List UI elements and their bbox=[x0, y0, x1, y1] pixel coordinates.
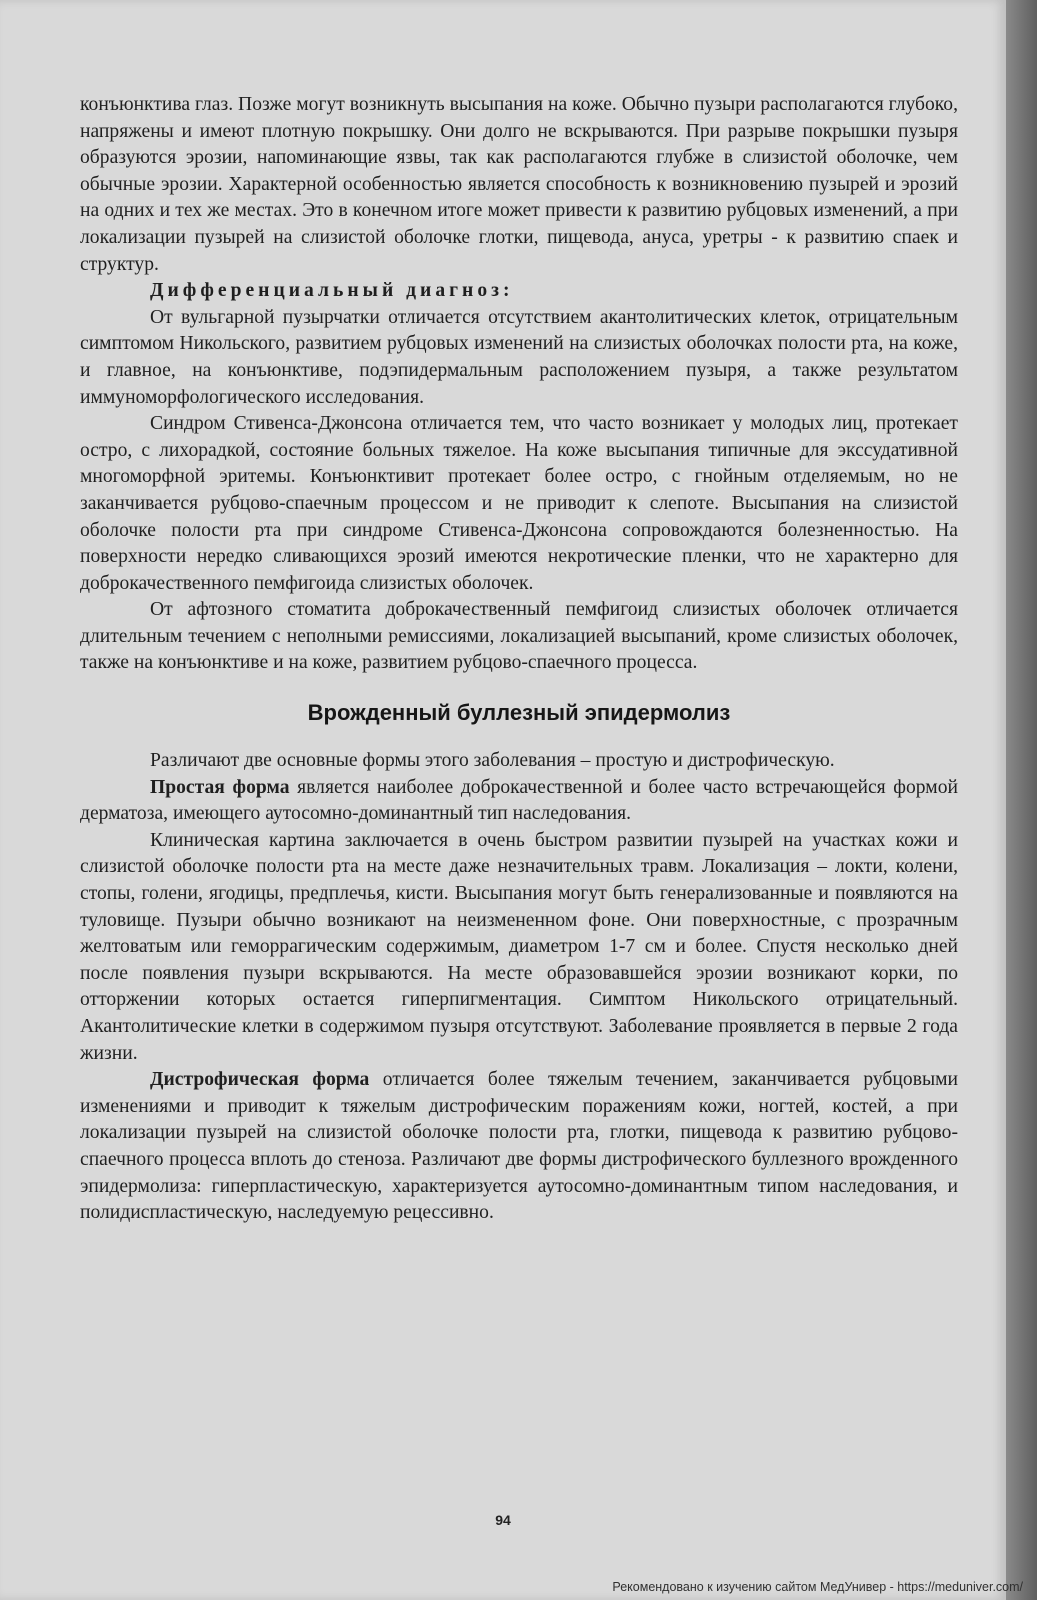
dystrophic-form-term: Дистрофическая форма bbox=[150, 1069, 370, 1091]
scan-edge-shadow bbox=[1006, 0, 1037, 1600]
paragraph-clinical-picture: Клиническая картина заключается в очень быстром развитии пузырей на участках кожи и слизистой оболочке полости рта на месте даже незначительных травм. Локализация – локти, колени, стопы, голени, ягодицы, предплечья, кисти. Высыпания могут быть генерализованные и появляются на туловище. Пузыри обычно возникают на неизмененном фоне. Они поверхностные, с прозрачным желтоватым или геморрагическим содержимым, диаметром 1-7 см и более. Спустя несколько дней после появления пузыри вскрываются. На месте образовавшейся эрозии возникают корки, по отторжении которых остается гиперпигментация. Симптом Никольского отрицательный. Акантолитические клетки в содержимом пузыря отсутствуют. Заболевание проявляется в первые 2 года жизни. bbox=[80, 829, 958, 1064]
paragraph-vulgar-pemphigus: От вульгарной пузырчатки отличается отсутствием акантолитических клеток, отрицательным симптомом Никольского, развитием рубцовых изменений на слизистых оболочках полости рта, на коже, и главное, на конъюнктиве, подэпидермальным расположением пузыря, а также результатом иммуноморфологического исследования. bbox=[80, 306, 958, 408]
dystrophic-form-text: отличается более тяжелым течением, заканчивается рубцовыми изменениями и приводит к тяжелым дистрофическим поражениям кожи, ногтей, костей, а при локализации пузырей на слизистой оболочке полости рта, глотки, пищевода к развитию рубцово-спаечного процесса вплоть до стеноза. Различают две формы дистрофического буллезного врожденного эпидермолиза: гиперпластическую, характеризуется аутосомно-доминантным типом наследования, и полидиспластическую, наследуемую рецессивно. bbox=[80, 1069, 958, 1224]
paragraph-aphthous-stomatitis: От афтозного стоматита доброкачественный пемфигоид слизистых оболочек отличается длительным течением с неполными ремиссиями, локализацией высыпаний, кроме слизистых оболочек, также на конъюнктиве и на коже, развитием рубцово-спаечного процесса. bbox=[80, 599, 958, 674]
simple-form-term: Простая форма bbox=[150, 776, 290, 798]
page-number: 94 bbox=[495, 1512, 511, 1528]
paragraph-section-intro: Различают две основные формы этого заболевания – простую и дистрофическую. bbox=[150, 750, 835, 772]
simple-form-text: является наиболее доброкачественной и более часто встречающейся формой дерматоза, имеющего аутосомно-доминантный тип наследования. bbox=[80, 776, 958, 825]
page-content bbox=[80, 92, 958, 1227]
section-title: Врожденный буллезный эпидермолиз bbox=[307, 700, 731, 726]
paragraph-stevens-johnson: Синдром Стивенса-Джонсона отличается тем, что часто возникает у молодых лиц, протекает остро, с лихорадкой, состояние больных тяжелое. На коже высыпания типичные для экссудативной многоморфной эритемы. Конъюнктивит протекает более остро, с гнойным отделяемым, но не заканчивается рубцово-спаечным процессом и не приводит к слепоте. Высыпания на слизистой оболочке полости рта при синдроме Стивенса-Джонсона сопровождаются болезненностью. На поверхности нередко сливающихся эрозий имеются некротические пленки, что не характерно для доброкачественного пемфигоида слизистых оболочек. bbox=[80, 413, 958, 594]
paragraph-continuation: конъюнктива глаз. Позже могут возникнуть высыпания на коже. Обычно пузыри располагаются глубоко, напряжены и имеют плотную покрышку. Они долго не вскрываются. При разрыве покрышки пузыря образуются эрозии, напоминающие язвы, так как располагаются глубже в слизистой оболочке, чем обычные эрозии. Характерной особенностью является способность к возникновению пузырей и эрозий на одних и тех же местах. Это в конечном итоге может привести к развитию рубцовых изменений, а при локализации пузырей на слизистой оболочке глотки, пищевода, ануса, уретры - к развитию спаек и структур. bbox=[80, 94, 958, 275]
paragraph-dystrophic-form bbox=[80, 1067, 958, 1227]
footer-note: Рекомендовано к изучению сайтом МедУнивер - https://meduniver.com/ bbox=[612, 1580, 1023, 1594]
differential-diagnosis-heading: Дифференциальный диагноз: bbox=[150, 280, 514, 302]
paragraph-simple-form bbox=[80, 775, 958, 828]
